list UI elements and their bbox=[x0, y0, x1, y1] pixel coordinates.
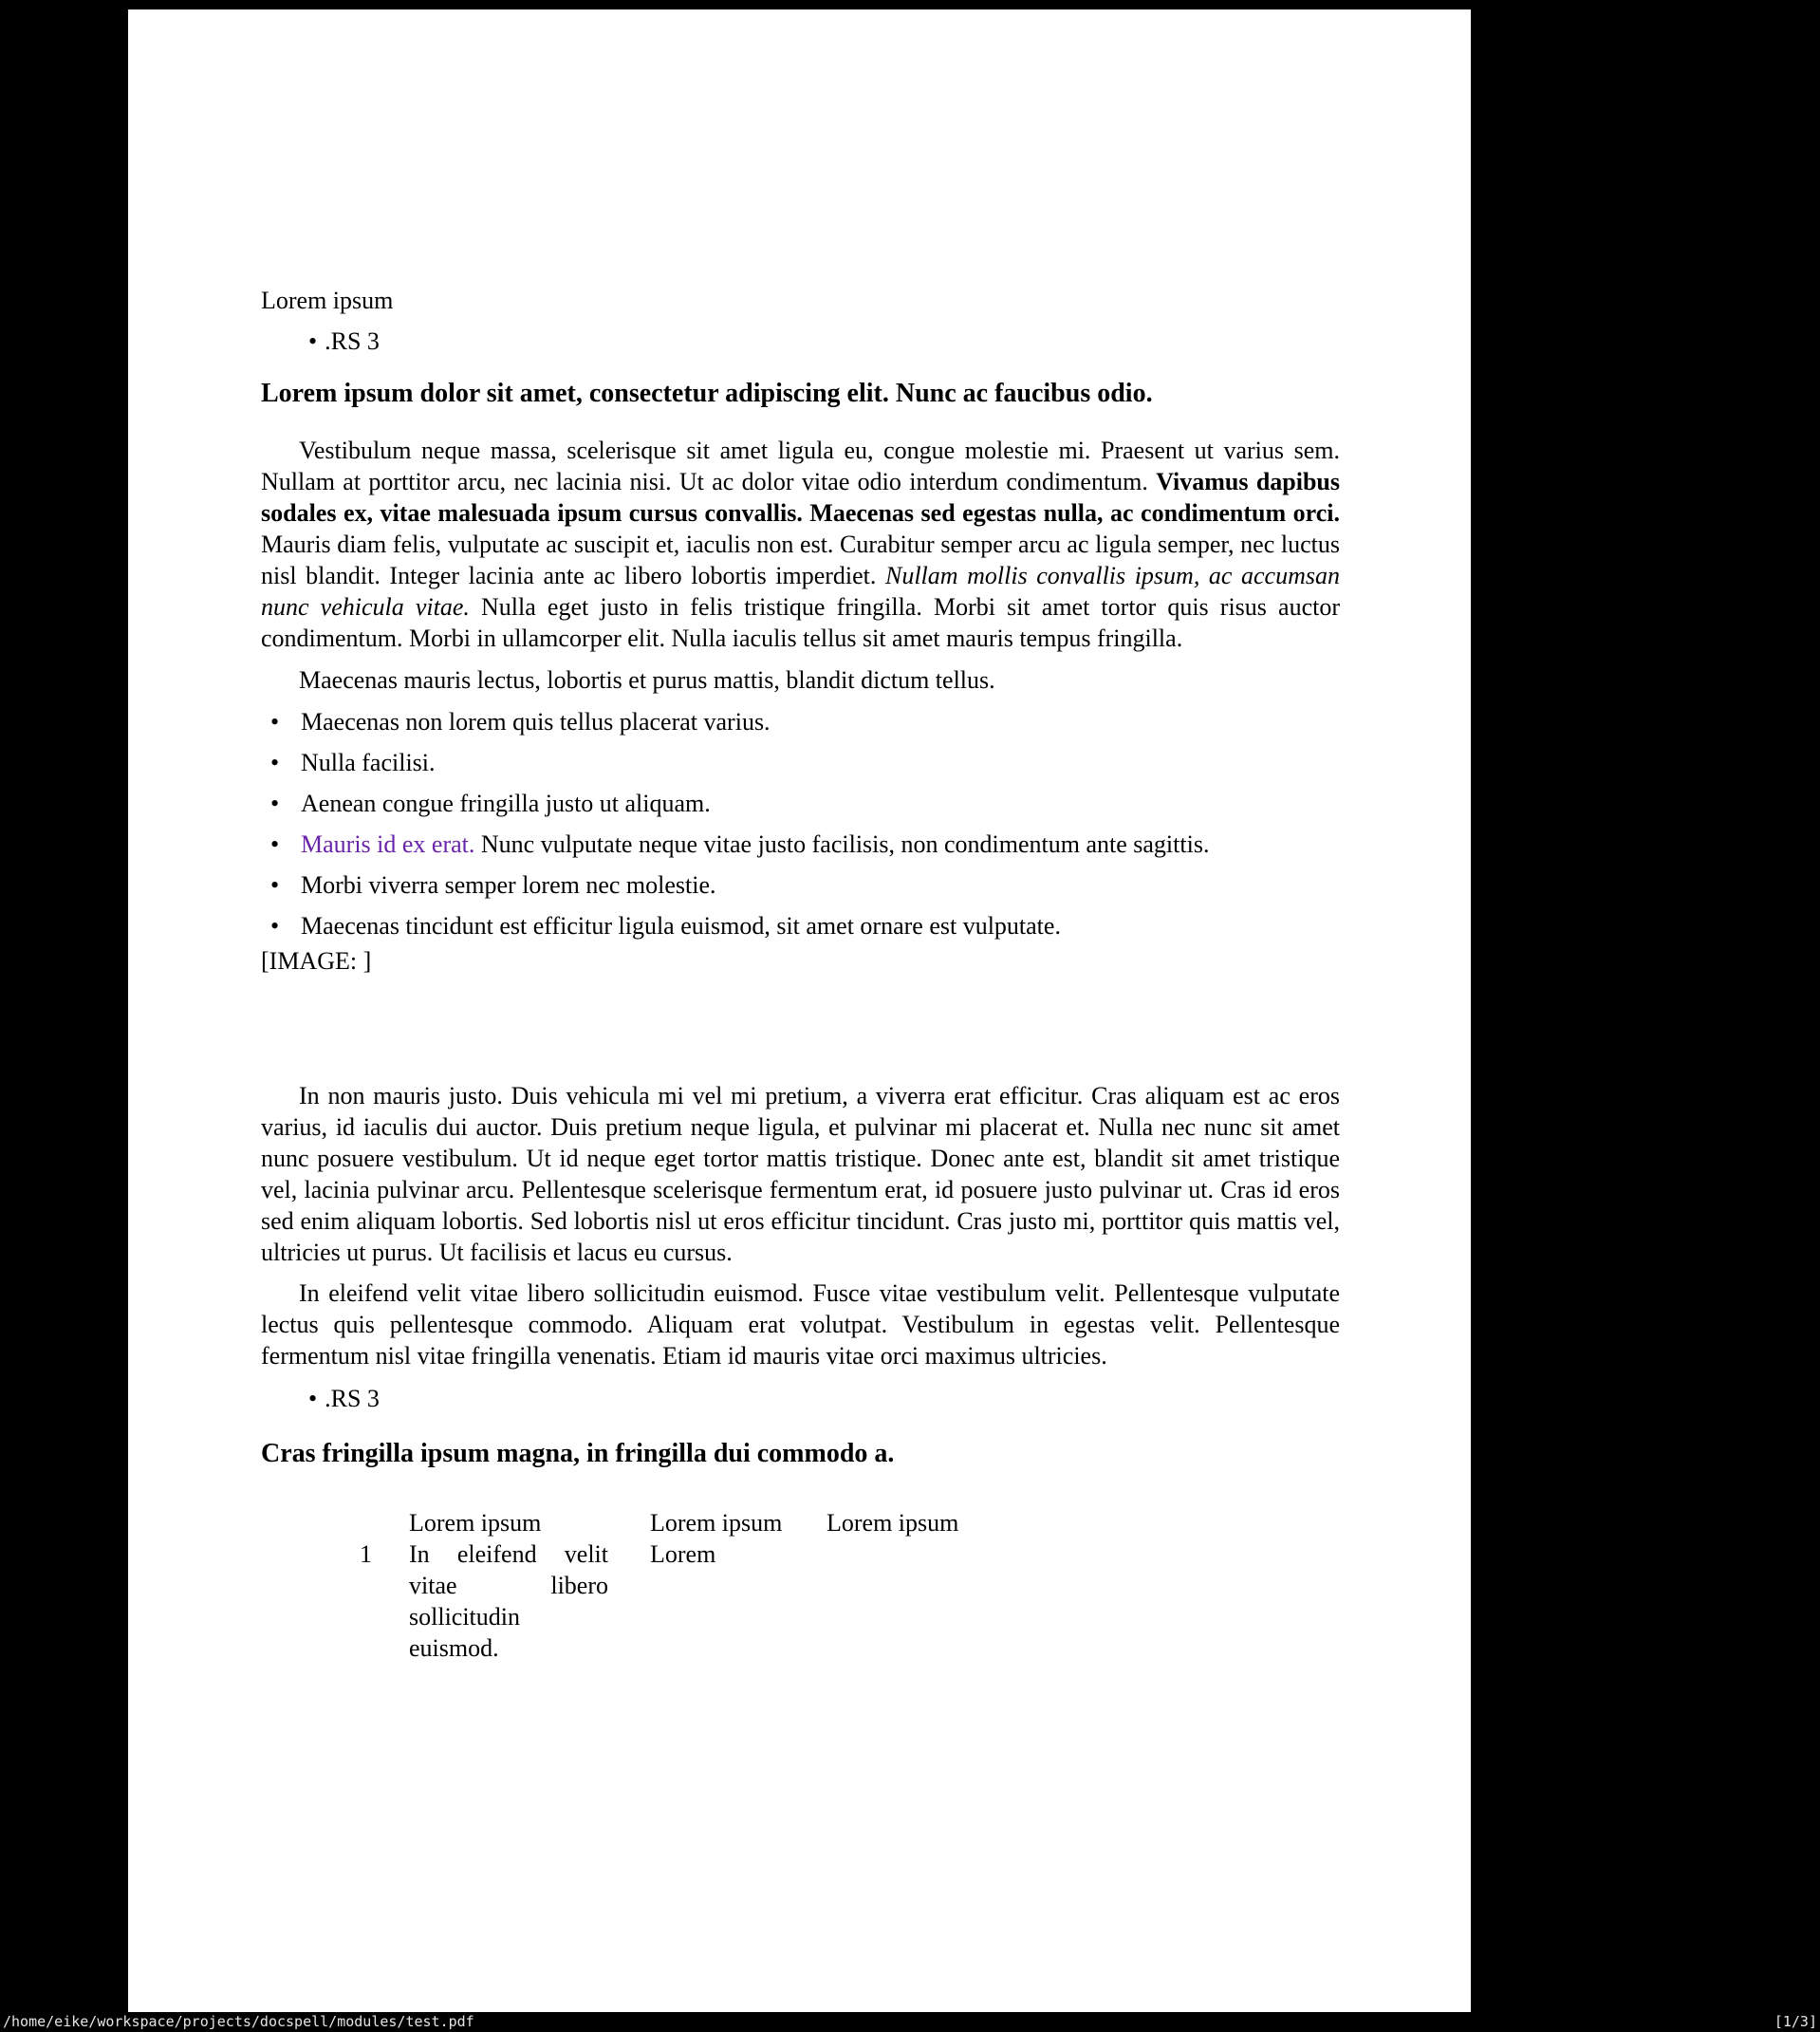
list-item-text bbox=[301, 747, 1340, 778]
statusbar bbox=[0, 2012, 1820, 2032]
text-segment: Nulla facilisi. bbox=[301, 749, 436, 776]
list-item bbox=[261, 706, 1340, 737]
list-item-text bbox=[301, 706, 1340, 737]
section1-paragraph-2: Maecenas mauris lectus, lobortis et purus mattis, blandit dictum tellus. bbox=[299, 666, 995, 694]
table-cell: 1 bbox=[360, 1540, 372, 1568]
section1-paragraph-3: In non mauris justo. Duis vehicula mi vel mi pretium, a viverra erat efficitur. Cras aliquam est ac eros varius, id iaculis dui auctor. Duis pretium neque ligula, et pulvinar mi placerat et. Nulla nec nunc sit amet nunc posuere vestibulum. Ut id neque eget tortor mattis tristique. Donec ante est, blandit sit amet tristique vel, lacinia pulvinar arcu. Pellentesque scelerisque fermentum erat, id posuere justo pulvinar ut. Cras id eros sed enim aliquam lobortis. Sed lobortis nisl ut eros efficitur tincidunt. Cras justo mi, porttitor quis mattis vel, ultricies ut purus. Ut facilisis et lacus eu cursus. bbox=[261, 1082, 1340, 1266]
table-header-cell: Lorem ipsum bbox=[826, 1509, 959, 1537]
list-item bbox=[261, 869, 1340, 901]
list-item-text bbox=[301, 788, 1340, 819]
bullet-icon: • bbox=[270, 871, 280, 899]
table-header-cell bbox=[360, 1507, 409, 1538]
section1-paragraph-4: In eleifend velit vitae libero sollicitudin euismod. Fusce vitae vestibulum velit. Pellentesque vulputate lectus quis pellentesque commodo. Aliquam erat volutpat. Vestibulum in egestas velit. Pellentesque fermentum nisl vitae fringilla venenatis. Etiam id mauris vitae orci maximus ultricies. bbox=[261, 1279, 1340, 1370]
list-item-text bbox=[301, 829, 1340, 860]
list-item-text bbox=[301, 910, 1340, 941]
bullet-icon: • bbox=[308, 327, 318, 355]
text-segment: Maecenas non lorem quis tellus placerat varius. bbox=[301, 708, 771, 736]
inline-link[interactable]: Mauris id ex erat. bbox=[301, 830, 475, 858]
list-item-text bbox=[301, 869, 1340, 901]
statusbar-filepath: /home/eike/workspace/projects/docspell/modules/test.pdf bbox=[3, 2013, 474, 2030]
bullet-icon: • bbox=[270, 749, 280, 776]
bullet-icon: • bbox=[270, 790, 280, 817]
statusbar-page-indicator: [1/3] bbox=[1774, 2013, 1817, 2030]
bullet-icon: • bbox=[308, 1385, 318, 1412]
text-segment: Mauris diam felis, vulputate ac suscipit et, iaculis non est. Curabitur semper arcu ac ligula semper, nec luctus nisl blandit. Integer lacinia ante ac libero lobortis imperdiet. bbox=[261, 531, 1340, 589]
section1-paragraph-1 bbox=[261, 435, 1340, 654]
text-segment: Nulla eget justo in felis tristique fringilla. Morbi sit amet tortor quis risus auctor condimentum. Morbi in ullamcorper elit. Nulla iaculis tellus sit amet mauris tempus fringilla. bbox=[261, 593, 1340, 652]
table-header-cell: Lorem ipsum bbox=[650, 1509, 783, 1537]
bullet-icon: • bbox=[270, 708, 280, 736]
image-placeholder: [IMAGE: ] bbox=[261, 947, 372, 975]
list-item bbox=[261, 788, 1340, 819]
opening-line: Lorem ipsum bbox=[261, 287, 394, 314]
pdf-page bbox=[128, 9, 1471, 2012]
rs-directive-text: .RS 3 bbox=[325, 1385, 380, 1412]
table-cell: In eleifend velit vitae libero sollicitudin euismod. bbox=[409, 1540, 608, 1662]
text-segment: Vestibulum neque massa, scelerisque sit amet ligula eu, congue molestie mi. Praesent ut varius sem. Nullam at porttitor arcu, nec lacinia nisi. Ut ac dolor vitae odio interdum condimentum. bbox=[261, 437, 1340, 495]
section2-heading: Cras fringilla ipsum magna, in fringilla dui commodo a. bbox=[261, 1439, 895, 1468]
rs-directive-text: .RS 3 bbox=[325, 327, 380, 355]
list-item bbox=[261, 910, 1340, 941]
text-segment: Nunc vulputate neque vitae justo facilisis, non condimentum ante sagittis. bbox=[474, 830, 1210, 858]
list-item bbox=[261, 829, 1340, 860]
table-header-cell: Lorem ipsum bbox=[409, 1509, 542, 1537]
page-content bbox=[128, 285, 1471, 1664]
data-table bbox=[360, 1507, 1340, 1664]
text-segment: Aenean congue fringilla justo ut aliquam. bbox=[301, 790, 711, 817]
text-segment: Morbi viverra semper lorem nec molestie. bbox=[301, 871, 716, 899]
rs-directive-line bbox=[308, 1383, 1340, 1414]
bullet-list bbox=[261, 706, 1340, 941]
list-item bbox=[261, 747, 1340, 778]
text-segment: Vivamus dapibus sodales ex, vitae malesuada ipsum cursus convallis. Maecenas sed egestas nulla, ac condimentum orci. bbox=[261, 468, 1340, 527]
table-cell bbox=[826, 1538, 1016, 1664]
text-segment: Nullam mollis convallis ipsum, ac accumsan nunc vehicula vitae. bbox=[261, 562, 1340, 621]
bullet-icon: • bbox=[270, 912, 280, 940]
rs-directive-line bbox=[308, 326, 1340, 357]
text-segment: Maecenas tincidunt est efficitur ligula euismod, sit amet ornare est vulputate. bbox=[301, 912, 1061, 940]
table-cell: Lorem bbox=[650, 1540, 716, 1568]
section1-heading: Lorem ipsum dolor sit amet, consectetur adipiscing elit. Nunc ac faucibus odio. bbox=[261, 379, 1153, 408]
bullet-icon: • bbox=[270, 830, 280, 858]
